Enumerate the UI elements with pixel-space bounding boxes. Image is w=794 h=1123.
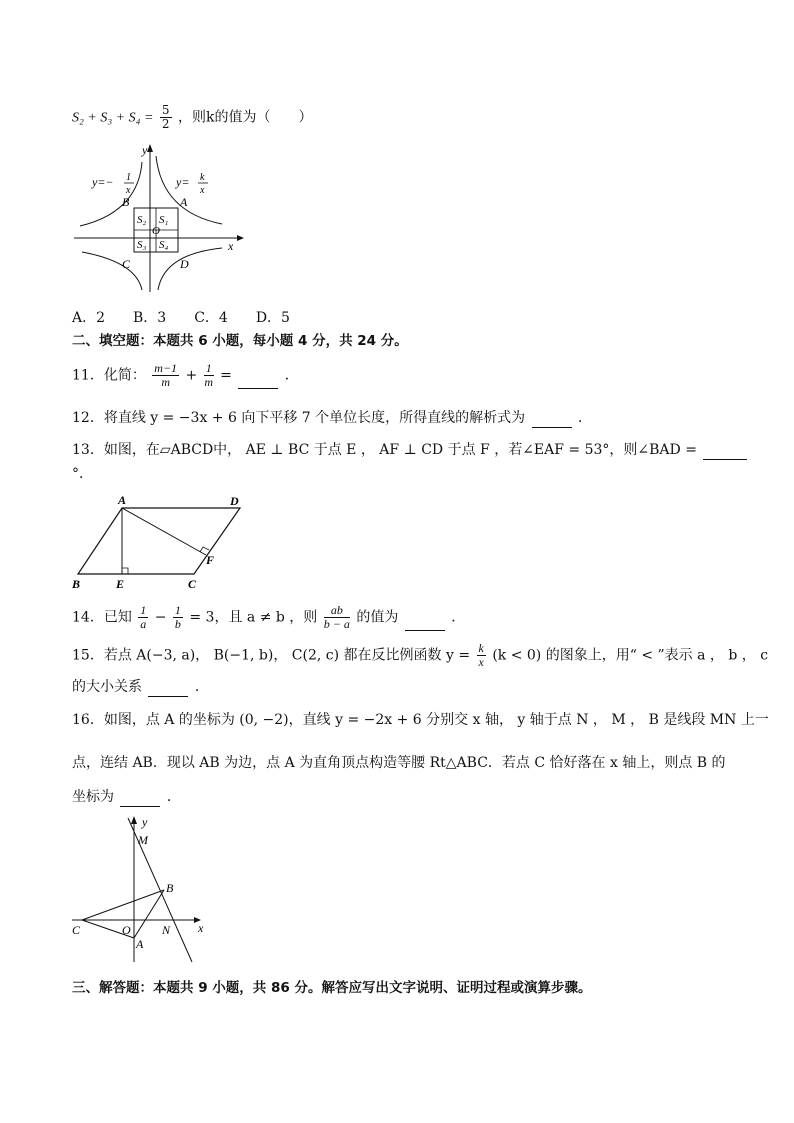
label-c: C <box>122 257 131 271</box>
label-y-neg: y=− <box>92 175 114 189</box>
q11-eq: = <box>220 367 232 384</box>
q15-frac-num: k <box>478 641 484 655</box>
q11-end: ． <box>284 367 299 384</box>
q11-frac1-den: m <box>161 375 170 389</box>
q10-frac-den: 2 <box>161 117 170 131</box>
label-e: E <box>116 577 125 591</box>
q14-frac1 <box>138 604 148 631</box>
label-s3: S₃ <box>137 239 147 251</box>
q10-frac-num: 5 <box>161 103 170 117</box>
segment-cb <box>82 890 164 920</box>
label-y-k: y= <box>176 175 190 189</box>
label-y-k-den: x <box>200 185 205 196</box>
label-s2: S₂ <box>137 214 147 226</box>
label-y: y <box>142 815 148 829</box>
q15-post: (k < 0) 的图象上，用“ < ”表示 a ， b ， c <box>492 647 769 664</box>
label-y: y <box>142 143 148 157</box>
q13 <box>72 440 749 460</box>
q12 <box>72 408 592 428</box>
label-c: C <box>72 923 81 937</box>
q10-options: A．2 B．3 C．4 D．5 <box>72 310 290 326</box>
label-x: x <box>228 239 234 253</box>
label-x: x <box>198 921 204 935</box>
q13-answer-blank[interactable] <box>703 445 747 460</box>
q15 <box>72 642 768 669</box>
label-m: M <box>138 833 148 847</box>
label-b: B <box>166 881 174 895</box>
section-2-heading: 二、填空题：本题共 6 小题，每小题 4 分，共 24 分。 <box>72 333 408 349</box>
q14-frac1-den: a <box>140 617 147 631</box>
q11-frac2-den: m <box>204 375 214 389</box>
q14-frac3-num: ab <box>324 604 350 618</box>
q14-prefix: 14．已知 <box>72 609 132 626</box>
label-n: N <box>162 923 171 937</box>
q11-frac2-num: 1 <box>205 361 212 375</box>
q14-frac3 <box>324 604 350 631</box>
x-axis-arrow <box>237 235 244 241</box>
label-f: F <box>206 553 215 567</box>
right-angle-f <box>200 547 209 552</box>
q15-frac-den: x <box>478 655 484 669</box>
q14-post: 的值为 <box>356 609 399 626</box>
q11-answer-blank[interactable] <box>238 374 278 389</box>
q14-minus: − <box>154 609 167 626</box>
segment-af <box>122 508 206 555</box>
q13-text: 13．如图，在▱ABCD中， AE ⊥ BC 于点 E ， AF ⊥ CD 于点 F ，若∠EAF = 53°，则∠BAD = <box>72 442 697 458</box>
q14-end: ． <box>451 609 466 626</box>
q14-frac2-den: b <box>174 617 181 631</box>
label-d: D <box>230 494 239 508</box>
y-axis-arrow <box>131 816 137 824</box>
hyperbola-neg-q4 <box>158 248 222 290</box>
q11-plus: + <box>185 367 198 384</box>
q11-prefix: 11．化简： <box>72 367 146 384</box>
q10-condition <box>72 104 312 131</box>
label-y-neg-den: x <box>126 185 131 196</box>
label-d: D <box>180 257 189 271</box>
label-s1: S₁ <box>159 214 169 226</box>
q14-frac1-num: 1 <box>140 603 147 617</box>
label-b: B <box>72 577 81 591</box>
section-3-heading: 三、解答题：本题共 9 小题，共 86 分。解答应写出文字说明、证明过程或演算步骤。 <box>72 980 592 996</box>
q11-frac1 <box>152 362 179 389</box>
label-s4: S₄ <box>159 239 169 251</box>
hyperbola-neg-q2 <box>80 162 142 226</box>
label-a: A <box>118 493 127 507</box>
figure-hyperbola <box>72 142 252 292</box>
right-angle-e <box>122 568 128 574</box>
q16-end: ． <box>166 789 181 805</box>
q10-fraction <box>160 104 172 131</box>
label-y-neg-num: 1 <box>126 172 131 183</box>
q15-answer-blank[interactable] <box>148 682 188 697</box>
figure-parallelogram <box>72 492 252 590</box>
q11-frac1-num: m−1 <box>154 361 178 375</box>
figure-right-triangle <box>72 814 212 964</box>
q14-answer-blank[interactable] <box>405 616 445 631</box>
q16-line3 <box>72 787 181 807</box>
q13-end: °． <box>72 466 93 482</box>
label-y-k-num: k <box>200 172 205 183</box>
parallelogram-abcd <box>78 508 240 574</box>
q14 <box>72 604 465 631</box>
label-c: C <box>188 577 197 591</box>
q10-question: ，则k的值为（ ） <box>178 109 313 126</box>
q15-line2-text: 的大小关系 <box>72 679 142 695</box>
q14-frac2 <box>173 604 183 631</box>
q15-line2 <box>72 677 209 697</box>
q11-frac2 <box>204 362 214 389</box>
q14-frac3-den: b − a <box>323 617 350 631</box>
label-a: A <box>136 937 144 951</box>
q15-end: ． <box>194 679 209 695</box>
hyperbola-k-q3 <box>82 252 142 290</box>
label-o: O <box>152 225 160 237</box>
label-a: A <box>180 195 188 209</box>
q16-answer-blank[interactable] <box>120 792 160 807</box>
q11 <box>72 362 299 389</box>
q16-line1: 16．如图，点 A 的坐标为 (0, −2)，直线 y = −2x + 6 分别交 x 轴， y 轴于点 N ， M ， B 是线段 MN 上一 <box>72 712 769 728</box>
q12-answer-blank[interactable] <box>532 413 572 428</box>
segment-ab <box>134 890 164 938</box>
q15-prefix: 15．若点 A(−3, a)， B(−1, b)， C(2, c) 都在反比例函数 y = <box>72 647 471 664</box>
q15-frac <box>477 642 486 669</box>
label-o: O <box>122 923 131 937</box>
y-axis-arrow <box>147 144 153 152</box>
label-b: B <box>122 195 130 209</box>
q12-text: 12．将直线 y = −3x + 6 向下平移 7 个单位长度，所得直线的解析式为 <box>72 410 526 426</box>
q14-middle: = 3，且 a ≠ b ，则 <box>189 609 318 626</box>
q16-line2: 点，连结 AB．现以 AB 为边，点 A 为直角顶点构造等腰 Rt△ABC．若点 C 恰好落在 x 轴上，则点 B 的 <box>72 755 726 771</box>
q16-line3-text: 坐标为 <box>72 789 114 805</box>
q10-lhs: S₂ + S₃ + S₄ = <box>72 110 154 126</box>
q14-frac2-num: 1 <box>174 603 181 617</box>
q12-end: ． <box>578 410 593 426</box>
